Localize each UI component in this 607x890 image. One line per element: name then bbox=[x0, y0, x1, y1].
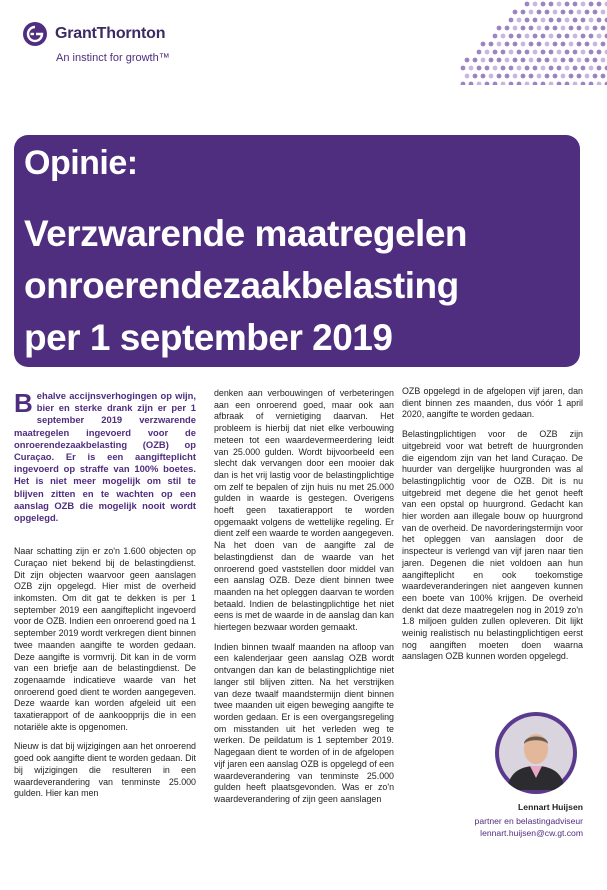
title-line-2: onroerendezaakbelasting bbox=[24, 265, 459, 306]
body-paragraph: Naar schatting zijn er zo'n 1.600 objecten op Curaçao niet bekend bij de belastingdienst. Dit zijn objecten waarvoor geen aanslagen OZB zijn opgelegd. Hier mist de overheid inkomsten. Om dit gat te dekken is per 1 september 2019 een aangifteplicht ingevoerd voor de OZB. Indien een onroerend goed na 1 september 2019 wordt verkregen dient binnen twee maanden aangifte te worden gedaan. Deze aangifte is vormvrij. Dit kan in de vorm van een briefje aan de belastingdienst. De zogenaamde indicatieve waarde van het onroerend goed dient te worden aangegeven. Deze waarde kan worden afgeleid uit een taxatierapport of de aankoopprijs die in een notariële akte is opgenomen. bbox=[14, 546, 196, 732]
body-paragraph: Belastingplichtigen voor de OZB zijn uitgebreid voor wat betreft de huurgronden die eigendom zijn van het land Curaçao. De huurder van dergelijke huurgronden was al belastingplichtig voor de OZB. Dit is nu uitgebreid met degene die het genot heeft van een opstal op huurgrond. Gedacht kan hier worden aan illegale bouw op huurgrond van de overheid. De navorderingstermijn voor het opleggen van aanslagen door de inspecteur is verlengd van vijf jaren naar tien jaren. Degenen die niet voldoen aan hun aangifteplicht en ook toekomstige waardeveranderingen niet aangeven kunnen een boete van 100% krijgen. De overheid denkt dat deze maatregelen nog in 2019 zo'n 1.8 miljoen gulden zullen opleveren. Dit lijkt weinig realistisch nu belastingplichtigen eerst nog aangiften moeten doen waarna aanslagen OZB kunnen worden opgelegd. bbox=[402, 429, 583, 662]
brand-name: GrantThornton bbox=[55, 25, 166, 42]
body-paragraph: denken aan verbouwingen of verbeteringen aan een onroerend goed, maar ook aan afbraak of vernietiging daarvan. Het probleem is hierbij dat niet elke verbouwing meteen tot een waardevermeerdering leidt van 25.000 gulden. Wordt bijvoorbeeld een slecht dak vervangen door een mooier dak dan is het vrij lastig voor de belastingplichtige om zelf te bepalen of zijn huis nu met 25.000 gulden in waarde is gestegen. Overigens hoeft geen taxatierapport te worden opgemaakt volgens de wettelijke regeling. Er dient zelf een waarde te worden aangegeven. Na het doen van de aangifte zal de belastingdienst dan de waarde van het onroerend goed vaststellen door middel van een aanslag OZB. Deze dient binnen twee maanden na het opleggen daarvan te worden betaald. Indien de belastingplichtige het niet eens is met de waarde in de aanslag dan kan hiertegen bezwaar worden gemaakt. bbox=[214, 388, 394, 633]
title-banner bbox=[14, 135, 580, 367]
lead-paragraph bbox=[14, 390, 196, 524]
banner-label: Opinie: bbox=[24, 144, 138, 182]
title-line-3: per 1 september 2019 bbox=[24, 317, 393, 358]
body-paragraph: Indien binnen twaalf maanden na afloop van een kalenderjaar geen aanslag OZB wordt ontvangen dan kan de belastingplichtige niet langer stil blijven zitten. Na het verstrijken van deze twaalf maandstermijn dient binnen twee maanden uit eigen beweging aangifte te worden gedaan. Er is een overgangsregeling om misstanden uit het verleden weg te werken. De peildatum is 1 september 2019. Nagegaan dient te worden of in de afgelopen vijf jaren een aanslag OZB is opgelegd of een waardeverandering van tenminste 25.000 gulden heeft plaatsgevonden. Was er zo'n waardeverandering of zijn geen aanslagen bbox=[214, 641, 394, 804]
body-paragraph: Nieuw is dat bij wijzigingen aan het onroerend goed ook aangifte dient te worden gedaan. Dit bij wijzigingen die resulteren in een waardeverandering van tenminste 25.000 gulden. Hier kan men bbox=[14, 741, 196, 799]
article-title bbox=[24, 208, 576, 364]
author-portrait-icon bbox=[499, 716, 573, 790]
article-column-3 bbox=[402, 386, 583, 671]
body-paragraph: OZB opgelegd in de afgelopen vijf jaren, dan dient binnen zes maanden, dus vóór 1 april 2020, aangifte te worden gedaan. bbox=[402, 386, 583, 420]
author-email[interactable]: lennart.huijsen@cw.gt.com bbox=[480, 828, 583, 838]
author-photo bbox=[495, 712, 577, 794]
dropcap: B bbox=[14, 388, 33, 418]
article-column-2 bbox=[214, 388, 394, 814]
author-name: Lennart Huijsen bbox=[518, 802, 583, 812]
decorative-dot-pattern bbox=[457, 0, 607, 85]
article-column-1 bbox=[14, 390, 196, 808]
title-line-1: Verzwarende maatregelen bbox=[24, 213, 467, 254]
lead-text: ehalve accijnsverhogingen op wijn, bier en sterke drank zijn er per 1 september 2019 verzwarende maatregelen ingevoerd voor de onroerendezaakbelasting (OZB) op Curaçao. Er is een aangifteplicht ingevoerd op straffe van 100% boetes. Het is niet meer mogelijk om stil te blijven zitten en te wachten op een aanslag OZB die mogelijk nooit wordt opgelegd. bbox=[14, 390, 196, 524]
brand-tagline: An instinct for growth™ bbox=[56, 52, 170, 64]
grant-thornton-logo-icon bbox=[23, 22, 47, 46]
author-role: partner en belastingadviseur bbox=[474, 816, 583, 826]
